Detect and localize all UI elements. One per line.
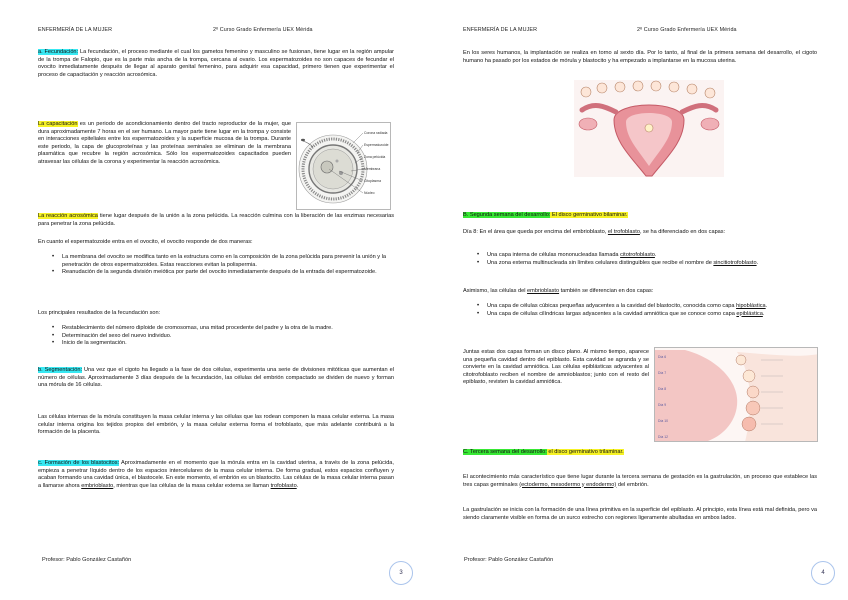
- embrioblasto-layers-list: [475, 303, 817, 318]
- fig-day-label: Día 8: [658, 387, 667, 391]
- embryo-development-illustration: [655, 348, 818, 442]
- segunda-semana-label: B. Segunda semana del desarrollo:: [463, 212, 551, 218]
- capacitacion-text: es un periodo de acondicionamiento dentro del tracto reproductor de la mujer, que dura aproximadamente 7 horas en el ser humano. La mayor parte tiene lugar en la trompa y consiste en interacciones epiteliales entre los espermatozoides y la superficie mucosa de la trompa. Durante este periodo, la capa de glucoproteínas y las proteínas seminales se eliminan de la membrana plasmática que recubre la región acrosómica. Sólo los espermatozoides capacitados pueden atravesar las células de la corona y experimentar la reacción acrosómica.: [38, 121, 291, 165]
- footer-professor: Profesor: Pablo González Castañón: [464, 557, 554, 563]
- list-item: • Una capa de células cilíndricas largas adyacentes a la cavidad amniótica que se conoce como capa epiblástica.: [475, 311, 817, 319]
- tercera-semana-subtitle: el disco germinativo trilaminar.: [546, 449, 624, 455]
- ovocito-response-list: [50, 254, 386, 277]
- fig-day-label: Día 6: [658, 355, 667, 359]
- footer-professor: Profesor: Pablo González Castañón: [42, 557, 132, 563]
- fig-day-label: Día 10: [658, 419, 668, 423]
- resultados-intro: Los principales resultados de la fecundación son:: [38, 310, 161, 316]
- fig-day-label: Día 7: [658, 371, 667, 375]
- blastocitos-text-1: Aproximadamente en el momento que la mórula entra en la cavidad uterina, a través de la zona pelúcida, empieza a penetrar líquido dentro de los espacios intercelulares de la masa celular interna. De forma gradual, estos espacios confluyen y acaban formando una cavidad única, el blastocele. En este momento, el embrión es un blastocito. Las células de la masa celular interna pasan a llamarse ahora: [38, 460, 394, 489]
- tercera-text-1: El acontecimiento más característico que tiene lugar durante la tercera semana de gestación es la gastrulación, un proceso que establece las tres capas germinales: [463, 474, 817, 488]
- fig-day-label: Día 9: [658, 403, 667, 407]
- fig-day-label: Día 12: [658, 435, 668, 439]
- segmentacion-label: b. Segmentación:: [38, 367, 82, 373]
- reaccion-label: La reacción acrosómica: [38, 213, 98, 219]
- embrioblasto-term: embrioblasto: [81, 482, 114, 489]
- resultados-list: [50, 325, 386, 348]
- implantation-illustration: [574, 80, 724, 177]
- list-item: • Una zona externa multinucleada sin límites celulares distinguibles que recibe el nombre de sincitiotrofoblasto.: [475, 260, 817, 268]
- capacitacion-label: La capacitación: [38, 121, 78, 127]
- gastrulacion-intro: [463, 474, 817, 489]
- morula-paragraph: Las células internas de la mórula constituyen la masa celular interna y las células que las rodean componen la masa celular externa. La masa celular interna origina los tejidos propios del embrión, y la masa celular externa forma el trofoblasto, que más adelante contribuirá a la formación de la placenta.: [38, 414, 394, 435]
- asimismo-text-2: también se diferencian en dos capas:: [559, 288, 654, 294]
- dia8-text-2: , se ha diferenciado en dos capas:: [639, 229, 726, 235]
- list-item: • Determinación del sexo del nuevo individuo.: [50, 333, 386, 341]
- fig-label-5: Citoplasma: [364, 179, 381, 183]
- list-item: • Inicio de la segmentación.: [50, 340, 386, 348]
- header-course-info: 2º Curso Grado Enfermería UEX Mérida: [637, 27, 737, 33]
- blastocitos-text-3: .: [296, 482, 299, 489]
- fig-label-1: Corona radiada: [364, 131, 388, 135]
- ovocito-intro: En cuanto el espermatozoide entra en el ovocito, el ovocito responde de dos maneras:: [38, 239, 253, 245]
- fig-label-2: Espermatozoide: [364, 143, 389, 147]
- header-course-title: ENFERMERÍA DE LA MUJER: [463, 27, 538, 33]
- list-item: • Reanudación de la segunda división meiótica por parte del ovocito inmediatamente después de la entrada del espermatozoide.: [50, 269, 386, 277]
- fecundacion-text: La fecundación, el proceso mediante el cual los gametos femenino y masculino se fusionan, tiene lugar en la región ampular de la trompa de Falopio, que es la parte más ancha de la trompa, cercana al ovario. Los espermatozoides no son capaces de fecundar el ovocito inmediatamente después de llegar al aparato genital femenino, para adquirir esa capacidad, primero tienen que experimentar el proceso de capacitación y reacción acrosómica.: [38, 49, 394, 78]
- list-item: • Restablecimiento del número diploide de cromosomas, una mitad procedente del padre y la otra de la madre.: [50, 325, 386, 333]
- blastocitos-label: c. Formación de los blastocitos:: [38, 460, 120, 466]
- segmentacion-text: Una vez que el cigoto ha llegado a la fase de dos células, experimenta una serie de divisiones mitóticas que aumentan el número de células. Aproximadamente 3 días después de la fecundación, las células del embrión compactado se dividen de nuevo y forman una mórula de 16 células.: [38, 367, 394, 388]
- asimismo-text-1: Asimismo, las células del: [463, 288, 528, 294]
- header-course-info: 2º Curso Grado Enfermería UEX Mérida: [213, 27, 313, 33]
- section-blastocitos: [38, 460, 394, 490]
- tercera-text-2: del embrión.: [616, 481, 649, 488]
- tercera-semana-label: C. Tercera semana del desarrollo:: [463, 449, 547, 455]
- reaccion-text: tiene lugar después de la unión a la zona pelúcida. La reacción culmina con la liberación de las enzimas necesarias para penetrar la zona pelúcida.: [38, 213, 394, 227]
- trofoblasto-layers-list: [475, 252, 817, 267]
- asimismo-paragraph: [463, 288, 817, 296]
- juntas-paragraph: Juntas estas dos capas forman un disco plano. Al mismo tiempo, aparece una pequeña cavidad dentro del epiblasto. Esta cavidad se agranda y se convierte en la cavidad amniótica. Las células epiblásticas adyacentes al citotrofoblasto reciben el nombre de amnioblastos; junto con el resto del epiblasto, revisten la cavidad amniótica.: [463, 349, 649, 385]
- trofoblasto-term: trofoblasto: [270, 482, 297, 489]
- section-tercera-semana: [463, 449, 649, 457]
- trofoblasto-term: el trofoblasto: [607, 229, 640, 235]
- fig-label-4: Membrana: [364, 167, 381, 171]
- embrioblasto-term: embrioblasto: [527, 288, 560, 294]
- capas-germinales-term: (ectodermo, mesodermo y endodermo): [519, 481, 617, 488]
- header-course-title: ENFERMERÍA DE LA MUJER: [38, 27, 113, 33]
- ovocito-illustration: [297, 123, 391, 210]
- embryo-development-figure: [654, 347, 818, 442]
- capacitacion-paragraph: [38, 121, 291, 166]
- section-segmentacion: [38, 367, 394, 390]
- fig-label-6: Núcleo: [364, 191, 375, 195]
- implantation-figure: [574, 80, 724, 177]
- dia8-paragraph: [463, 229, 817, 237]
- list-item: • La membrana del ovocito se modifica tanto en la estructura como en la composición de la zona pelúcida para prevenir la unión y la penetración de otros espermatozoides. Estas reacciones evitan la polispermia.: [50, 254, 386, 269]
- implantacion-intro: En los seres humanos, la implantación se realiza en torno al sexto día. Por lo tanto, al final de la primera semana del desarrollo, el cigoto humano ha pasado por los estados de mórula y blastocito y ha empezado a implantarse en la mucosa uterina.: [463, 50, 817, 64]
- segunda-semana-subtitle: El disco germinativo bilaminar.: [550, 212, 628, 218]
- fecundacion-label: a. Fecundación:: [38, 49, 79, 55]
- section-fecundacion: [38, 49, 394, 79]
- page-4: [424, 0, 848, 600]
- page-number: 3: [389, 561, 413, 585]
- dia8-text-1: Día 8: En el área que queda por encima del embrioblasto,: [463, 229, 608, 235]
- blastocitos-text-2: , mientras que las células de la masa celular externa se llaman: [113, 482, 271, 489]
- reaccion-paragraph: [38, 213, 394, 228]
- fig-label-3: Zona pelúcida: [364, 155, 386, 159]
- page-number: 4: [811, 561, 835, 585]
- list-item: • Una capa de células cúbicas pequeñas adyacentes a la cavidad del blastocito, conocida como capa hipoblástica.: [475, 303, 817, 311]
- section-segunda-semana: [463, 212, 817, 220]
- gastrulacion-paragraph: La gastrulación se inicia con la formación de una línea primitiva en la superficie del epiblasto. Al principio, esta línea está mal definida, pero va siendo claramente visible en forma de un surco estrecho con regiones ligeramente abultadas en ambos lados.: [463, 507, 817, 521]
- list-item: • Una capa interna de células mononucleadas llamada citotrofoblasto.: [475, 252, 817, 260]
- ovocito-figure: [296, 122, 391, 210]
